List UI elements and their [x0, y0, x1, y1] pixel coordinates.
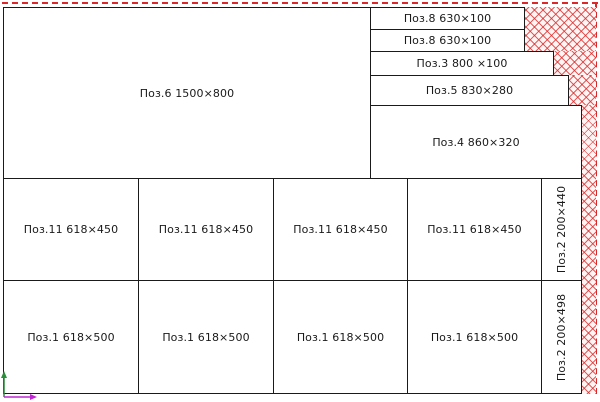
piece-label: Поз.11 618×450	[158, 223, 254, 236]
piece-label: Поз.6 1500×800	[139, 86, 235, 100]
piece-label: Поз.4 860×320	[432, 135, 520, 149]
piece-pos1-3[interactable]	[273, 280, 408, 394]
piece-pos1-4[interactable]	[407, 280, 542, 394]
piece-label: Поз.11 618×450	[427, 223, 522, 236]
sheet-top-edge	[2, 2, 598, 4]
piece-label: Поз.2 200×498	[555, 293, 569, 381]
piece-pos11-1[interactable]	[3, 178, 139, 281]
piece-pos3[interactable]	[370, 51, 554, 76]
piece-pos5[interactable]	[370, 75, 569, 106]
piece-pos11-2[interactable]	[138, 178, 274, 281]
piece-label: Поз.11 618×450	[23, 223, 119, 236]
piece-pos1-2[interactable]	[138, 280, 274, 394]
waste-area-lower	[568, 75, 596, 105]
piece-pos4[interactable]	[370, 105, 582, 179]
piece-pos6[interactable]	[3, 7, 371, 179]
waste-area-mid	[553, 51, 596, 75]
axis-origin-icon	[0, 370, 40, 402]
waste-area-top	[524, 7, 596, 51]
piece-label: Поз.1 618×500	[430, 330, 519, 344]
piece-label: Поз.11 618×450	[293, 223, 388, 236]
piece-label: Поз.8 630×100	[403, 12, 492, 25]
piece-label: Поз.1 618×500	[27, 330, 115, 344]
piece-pos8-a[interactable]	[370, 7, 525, 30]
piece-label: Поз.5 830×280	[425, 84, 514, 97]
piece-label: Поз.1 618×500	[162, 330, 250, 344]
piece-pos8-b[interactable]	[370, 29, 525, 52]
piece-label: Поз.2 200×440	[555, 185, 569, 274]
piece-label: Поз.8 630×100	[403, 34, 492, 47]
piece-label: Поз.1 618×500	[296, 330, 385, 344]
piece-pos2-a[interactable]	[541, 178, 582, 281]
piece-pos2-b[interactable]	[541, 280, 582, 394]
piece-pos11-4[interactable]	[407, 178, 542, 281]
piece-pos11-3[interactable]	[273, 178, 408, 281]
waste-area-side	[581, 105, 596, 394]
piece-label: Поз.3 800 ×100	[416, 57, 508, 70]
